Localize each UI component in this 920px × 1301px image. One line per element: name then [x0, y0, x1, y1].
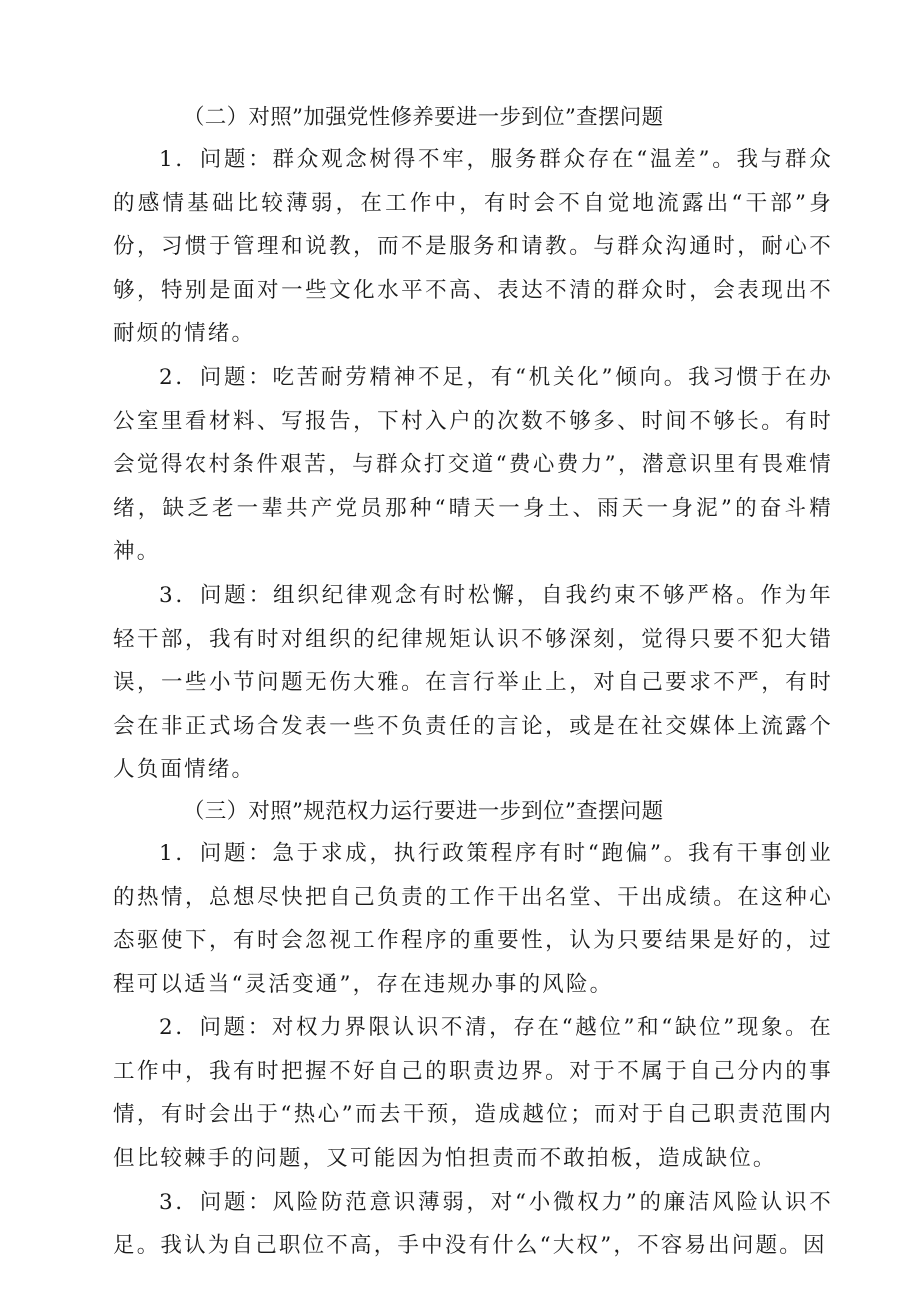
problem-paragraph: 3．问题：风险防范意识薄弱，对“小微权力”的廉洁风险认识不足。我认为自己职位不高，手中没有什么“大权”，不容易出问题。因 — [113, 1189, 833, 1259]
document-body — [113, 98, 833, 1268]
section-heading: （三）对照”规范权力运行要进一步到位”查摆问题 — [183, 798, 664, 824]
problem-paragraph: 3．问题：组织纪律观念有时松懈，自我约束不够严格。作为年轻干部，我有时对组织的纪律规矩认识不够深刻，觉得只要不犯大错误，一些小节问题无伤大雅。在言行举止上，对自己要求不严，有时会在非正式场合发表一些不负责任的言论，或是在社交媒体上流露个人负面情绪。 — [113, 582, 833, 783]
section-heading: （二）对照”加强党性修养要进一步到位”查摆问题 — [183, 105, 664, 130]
problem-paragraph: 2．问题：对权力界限认识不清，存在“越位”和“缺位”现象。在工作中，我有时把握不好自己的职责边界。对于不属于自己分内的事情，有时会出于“热心”而去干预，造成越位；而对于自己职责范围内但比较棘手的问题，又可能因为怕担责而不敢拍板，造成缺位。 — [113, 1015, 833, 1172]
problem-paragraph: 2．问题：吃苦耐劳精神不足，有“机关化”倾向。我习惯于在办公室里看材料、写报告，下村入户的次数不够多、时间不够长。有时会觉得农村条件艰苦，与群众打交道“费心费力”，潜意识里有畏难情绪，缺乏老一辈共产党员那种“晴天一身土、雨天一身泥”的奋斗精神。 — [113, 364, 833, 565]
problem-paragraph: 1．问题：群众观念树得不牢，服务群众存在“温差”。我与群众的感情基础比较薄弱，在工作中，有时会不自觉地流露出“干部”身份，习惯于管理和说教，而不是服务和请教。与群众沟通时，耐心不够，特别是面对一些文化水平不高、表达不清的群众时，会表现出不耐烦的情绪。 — [113, 147, 833, 347]
problem-paragraph: 1．问题：急于求成，执行政策程序有时“跑偏”。我有干事创业的热情，总想尽快把自己负责的工作干出名堂、干出成绩。在这种心态驱使下，有时会忽视工作程序的重要性，认为只要结果是好的，过程可以适当“灵活变通”，存在违规办事的风险。 — [113, 840, 833, 997]
